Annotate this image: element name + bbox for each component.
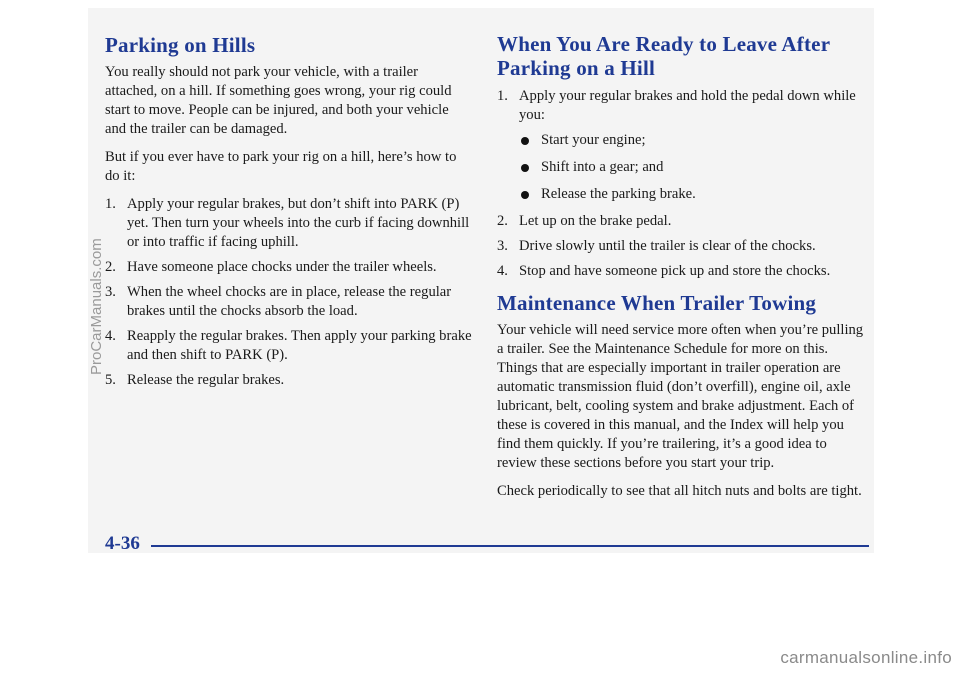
step-number: 1. <box>497 88 508 104</box>
step-number: 2. <box>105 259 116 275</box>
bullet-text: Release the parking brake. <box>541 186 696 202</box>
steps-list <box>497 87 865 125</box>
list-item <box>105 327 473 365</box>
right-column <box>497 8 865 510</box>
paragraph: Check periodically to see that all hitch nuts and bolts are tight. <box>497 483 862 499</box>
footer-divider <box>151 545 869 547</box>
step-number: 1. <box>105 196 116 212</box>
bullet-item <box>497 158 865 177</box>
step-number: 3. <box>105 284 116 300</box>
list-item <box>105 283 473 321</box>
step-number: 2. <box>497 213 508 229</box>
paragraph: But if you ever have to park your rig on a hill, here’s how to do it: <box>105 149 457 184</box>
paragraph: You really should not park your vehicle, with a trailer attached, on a hill. If something goes wrong, your rig could start to move. People can be injured, and both your vehicle and the trailer can be damaged. <box>105 64 452 137</box>
list-item <box>105 371 473 390</box>
page-number: 4-36 <box>105 533 140 554</box>
list-item <box>497 87 865 125</box>
section-title-parking-on-hills: Parking on Hills <box>105 33 256 57</box>
manual-page <box>88 8 874 553</box>
step-text: Reapply the regular brakes. Then apply your parking brake and then shift to PARK (P). <box>127 328 472 363</box>
list-item <box>105 195 473 252</box>
page-footer <box>105 531 875 559</box>
step-text: When the wheel chocks are in place, release the regular brakes until the chocks absorb the load. <box>127 284 452 319</box>
bullet-icon <box>521 137 529 145</box>
bullet-list <box>497 131 865 204</box>
steps-list <box>497 212 865 281</box>
step-number: 3. <box>497 238 508 254</box>
list-item <box>497 212 865 231</box>
bullet-icon <box>521 164 529 172</box>
list-item <box>497 237 865 256</box>
paragraph: Your vehicle will need service more often when you’re pulling a trailer. See the Maintenance Schedule for more on this. Things that are especially important in trailer operation are automatic transmission fluid (don’t overfill), engine oil, axle lubricant, belt, cooling system and brake adjustment. Each of these is covered in this manual, and the Index will help you find them quickly. If you’re trailering, it’s a good idea to review these sections before you start your trip. <box>497 322 864 471</box>
bullet-icon <box>521 191 529 199</box>
section-title-maintenance: Maintenance When Trailer Towing <box>497 291 817 315</box>
step-text: Let up on the brake pedal. <box>519 213 672 229</box>
bullet-text: Start your engine; <box>541 132 646 148</box>
step-number: 4. <box>497 263 508 279</box>
step-text: Release the regular brakes. <box>127 372 285 388</box>
bullet-text: Shift into a gear; and <box>541 159 664 175</box>
step-text: Apply your regular brakes, but don’t shift into PARK (P) yet. Then turn your wheels into the curb if facing downhill or into traffic if facing uphill. <box>127 196 470 250</box>
step-text: Stop and have someone pick up and store the chocks. <box>519 263 831 279</box>
left-column <box>105 8 473 396</box>
section-title-ready-to-leave: When You Are Ready to Leave After Parking on a Hill <box>497 32 830 80</box>
step-text: Drive slowly until the trailer is clear of the chocks. <box>519 238 816 254</box>
list-item <box>497 262 865 281</box>
bullet-item <box>497 131 865 150</box>
step-number: 5. <box>105 372 116 388</box>
side-watermark: ProCarManuals.com <box>88 238 105 375</box>
list-item <box>105 258 473 277</box>
step-text: Apply your regular brakes and hold the pedal down while you: <box>519 88 856 123</box>
step-number: 4. <box>105 328 116 344</box>
bullet-item <box>497 185 865 204</box>
bottom-watermark: carmanualsonline.info <box>780 648 952 667</box>
step-text: Have someone place chocks under the trailer wheels. <box>127 259 437 275</box>
steps-list <box>105 195 473 390</box>
